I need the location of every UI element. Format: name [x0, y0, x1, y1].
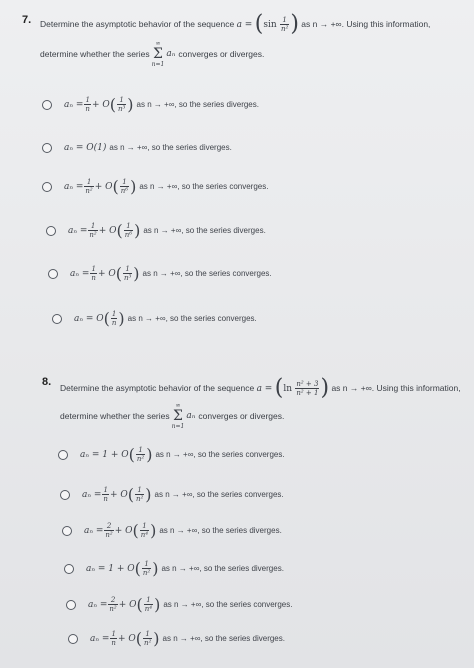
q8-seq-limit: as n → +∞. Using this information,: [331, 382, 461, 393]
q7-option-5[interactable]: aₙ = $\frac{1}{n}$ + O ( $\frac{1}{\text{n³}}$ ) as n → +∞, so the series converges.: [48, 265, 275, 282]
radio-button[interactable]: [48, 269, 58, 279]
q8-seq-fraction: $\frac{\text{n² + 3}}{\text{n² + 1}}$: [296, 380, 319, 397]
radio-button[interactable]: [58, 450, 68, 460]
option-tail: as n → +∞, so the series converges.: [155, 449, 285, 459]
q8-right-paren: ): [320, 375, 330, 401]
option-tail: as n → +∞, so the series diverges.: [162, 633, 285, 643]
option-tail: as n → +∞, so the series diverges.: [161, 563, 284, 573]
option-fraction-2: $\frac{1}{\text{n²}}$: [142, 560, 151, 577]
option-lhs: aₙ = O: [74, 313, 104, 324]
question-8-prompt-line1: [60, 375, 461, 401]
q7-option-2[interactable]: [42, 142, 235, 154]
option-fraction-2: $\frac{1}{\text{n²}}$: [136, 446, 145, 463]
q8-left-paren: (: [274, 375, 284, 401]
q7-option-4[interactable]: aₙ = $\frac{1}{\text{n²}}$ + O ( $\frac{1}{\text{n⁶}}$ ) as n → +∞, so the series diverges.: [46, 222, 269, 239]
question-8-number: 8.: [42, 376, 52, 388]
option-tail: as n → +∞, so the series converges.: [163, 599, 293, 609]
option-fraction-1: $\frac{2}{\text{n²}}$: [105, 522, 113, 539]
option-lhs: aₙ =: [82, 489, 102, 500]
q7-option-3[interactable]: aₙ = $\frac{1}{\text{n²}}$ + O ( $\frac{1}{\text{n⁶}}$ ) as n → +∞, so the series converges.: [42, 178, 271, 195]
q8-sum-symbol: ∞ Σ n=1: [171, 402, 185, 430]
option-tail: as n → +∞, so the series diverges.: [143, 225, 266, 235]
option-lhs: aₙ = 1 + O: [80, 449, 129, 460]
radio-button[interactable]: [46, 226, 56, 236]
q8-option-4[interactable]: aₙ = 1 + O ( $\frac{1}{\text{n²}}$ ) as n → +∞, so the series diverges.: [64, 560, 287, 577]
option-lhs: aₙ =: [64, 181, 84, 192]
question-7-prompt-line2: [40, 40, 267, 68]
option-plus-o: + O: [109, 489, 128, 500]
option-fraction-2: $\frac{1}{\text{n⁶}}$: [124, 222, 133, 239]
option-fraction-1: $\frac{1}{\text{n²}}$: [85, 178, 93, 195]
radio-button[interactable]: [66, 600, 76, 610]
option-fraction-2: $\frac{1}{\text{n³}}$: [123, 265, 132, 282]
q8-option-6[interactable]: aₙ = $\frac{1}{n}$ + O ( $\frac{1}{\text{n²}}$ ) as n → +∞, so the series diverges.: [68, 630, 288, 647]
q7-line2-post: converges or diverges.: [178, 49, 265, 59]
option-fraction-2: $\frac{1}{\text{n²}}$: [135, 486, 144, 503]
q8-intro: Determine the asymptotic behavior of the sequence: [60, 382, 255, 393]
option-lhs: aₙ =: [70, 268, 90, 279]
option-plus-o: + O: [118, 599, 137, 610]
option-plus-o: + O: [91, 99, 110, 110]
q8-option-2[interactable]: aₙ = $\frac{1}{n}$ + O ( $\frac{1}{\text{n²}}$ ) as n → +∞, so the series converges.: [60, 486, 287, 503]
option-fraction-1: $\frac{1}{n}$: [91, 265, 96, 282]
option-fraction-2: $\frac{1}{\text{n⁴}}$: [140, 522, 149, 539]
option-tail: as n → +∞, so the series converges.: [154, 489, 284, 499]
option-lhs: aₙ = O(1): [64, 143, 107, 153]
q7-option-1[interactable]: aₙ = $\frac{1}{n}$ + O ( $\frac{1}{\text{n³}}$ ) as n → +∞, so the series diverges.: [42, 96, 262, 113]
q8-option-3[interactable]: aₙ = $\frac{2}{\text{n²}}$ + O ( $\frac{1}{\text{n⁴}}$ ) as n → +∞, so the series diverges.: [62, 522, 285, 539]
question-8-prompt-line2: [60, 402, 287, 430]
radio-button[interactable]: [42, 143, 52, 153]
option-plus-o: + O: [98, 225, 117, 236]
q7-intro: Determine the asymptotic behavior of the sequence: [40, 18, 235, 29]
q7-sum-symbol: ∞ Σ n=1: [151, 40, 165, 68]
q7-sum-term: aₙ: [166, 49, 176, 59]
question-7-prompt-line1: [40, 11, 431, 37]
q8-seq-fn: ln: [283, 383, 293, 394]
option-plus-o: + O: [94, 181, 113, 192]
option-tail: as n → +∞, so the series converges.: [139, 181, 269, 191]
radio-button[interactable]: [68, 634, 78, 644]
q7-option-6[interactable]: aₙ = O ( $\frac{1}{n}$ ) as n → +∞, so the series converges.: [52, 310, 260, 327]
option-tail: as n → +∞, so the series diverges.: [109, 143, 232, 152]
option-tail: as n → +∞, so the series converges.: [142, 268, 272, 278]
q7-seq-lhs: a =: [236, 19, 253, 30]
option-lhs: aₙ =: [64, 99, 84, 110]
q8-line2-post: converges or diverges.: [198, 411, 285, 421]
option-plus-o: + O: [114, 525, 133, 536]
option-tail: as n → +∞, so the series converges.: [127, 313, 257, 323]
q8-option-1[interactable]: aₙ = 1 + O ( $\frac{1}{\text{n²}}$ ) as n → +∞, so the series converges.: [58, 446, 288, 463]
q7-line2-pre: determine whether the series: [40, 49, 150, 59]
option-fraction-2: $\frac{1}{\text{n⁶}}$: [120, 178, 129, 195]
option-fraction-1: $\frac{1}{n}$: [85, 96, 90, 113]
q7-seq-fraction: $\frac{1}{\text{n²}}$: [281, 16, 289, 33]
radio-button[interactable]: [42, 182, 52, 192]
option-fraction-2: $\frac{1}{\text{n²}}$: [143, 630, 152, 647]
option-lhs: aₙ = 1 + O: [86, 563, 135, 574]
q8-seq-lhs: a =: [256, 383, 273, 394]
option-plus-o: + O: [117, 633, 136, 644]
option-fraction-1: $\frac{1}{\text{n²}}$: [89, 222, 97, 239]
option-lhs: aₙ =: [90, 633, 110, 644]
option-fraction-1: $\frac{1}{n}$: [111, 630, 116, 647]
radio-button[interactable]: [60, 490, 70, 500]
q7-seq-fn: sin: [263, 19, 277, 30]
option-fraction-2: $\frac{1}{n}$: [111, 310, 117, 327]
question-7-number: 7.: [22, 14, 32, 26]
radio-button[interactable]: [52, 314, 62, 324]
radio-button[interactable]: [62, 526, 72, 536]
option-plus-o: + O: [97, 268, 116, 279]
option-tail: as n → +∞, so the series diverges.: [159, 525, 282, 535]
q8-sum-term: aₙ: [186, 411, 196, 421]
option-lhs: aₙ =: [84, 525, 104, 536]
q7-seq-limit: as n → +∞. Using this information,: [301, 18, 431, 29]
radio-button[interactable]: [42, 100, 52, 110]
q8-line2-pre: determine whether the series: [60, 411, 170, 421]
option-fraction-2: $\frac{1}{\text{n³}}$: [117, 96, 126, 113]
option-fraction-1: $\frac{1}{n}$: [103, 486, 108, 503]
q8-option-5[interactable]: aₙ = $\frac{2}{\text{n²}}$ + O ( $\frac{1}{\text{n⁴}}$ ) as n → +∞, so the series converges.: [66, 596, 295, 613]
option-tail: as n → +∞, so the series diverges.: [136, 99, 259, 109]
option-lhs: aₙ =: [88, 599, 108, 610]
option-fraction-2: $\frac{1}{\text{n⁴}}$: [144, 596, 153, 613]
q7-left-paren: (: [254, 11, 264, 37]
option-fraction-1: $\frac{2}{\text{n²}}$: [109, 596, 117, 613]
option-lhs: aₙ =: [68, 225, 88, 236]
q7-right-paren: ): [290, 11, 299, 37]
radio-button[interactable]: [64, 564, 74, 574]
